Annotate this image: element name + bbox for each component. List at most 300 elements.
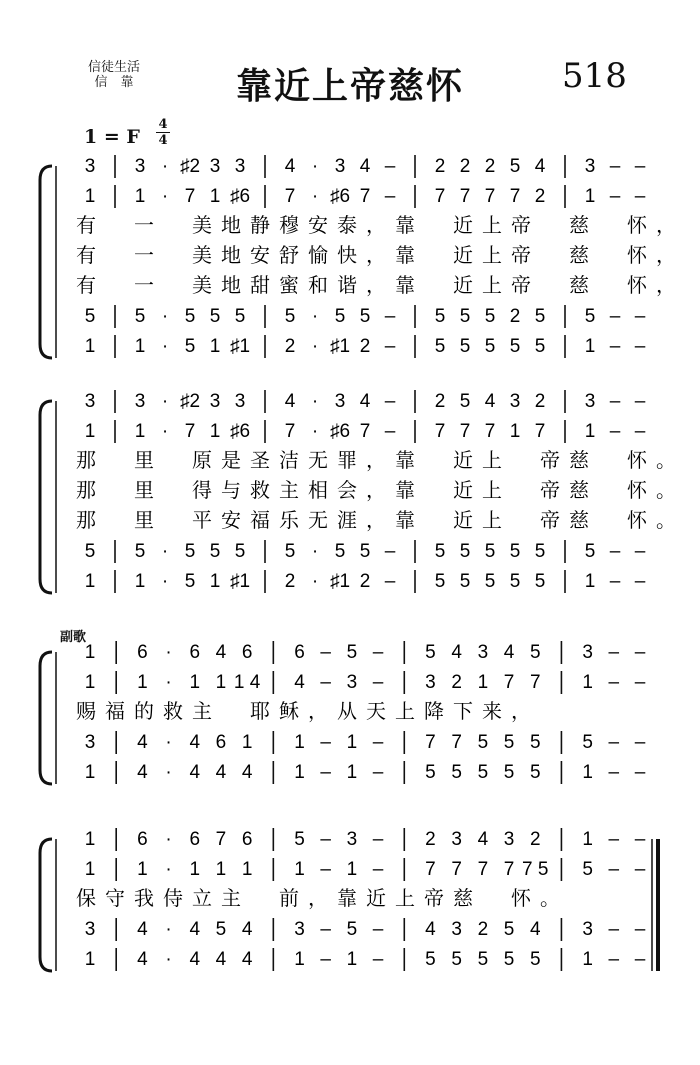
tenor-note: ·: [311, 541, 319, 562]
alto-note: 7: [509, 186, 521, 207]
bass-note: 5: [425, 762, 436, 783]
soprano-note: 5: [459, 391, 471, 412]
alto-note: 1: [84, 672, 96, 693]
tenor-note: 4: [137, 919, 148, 940]
alto-note: 7: [503, 859, 515, 880]
alto-note: 7: [359, 186, 371, 207]
alto-note: 7: [534, 421, 546, 442]
soprano-note: 3: [234, 391, 246, 412]
alto-note: ♯6: [329, 186, 351, 207]
bass-note: 1: [209, 571, 221, 592]
soprano-note: 6: [189, 642, 201, 663]
alto-note: –: [372, 859, 384, 880]
alto-note: ·: [161, 421, 169, 442]
tenor-note: 3: [294, 919, 305, 940]
tenor-note: 5: [84, 541, 96, 562]
tenor-note: 5: [234, 306, 246, 327]
tenor-note: –: [609, 541, 621, 562]
soprano-note: 3: [584, 156, 596, 177]
soprano-note: 4: [477, 829, 489, 850]
alto-note: 1: [241, 859, 253, 880]
soprano-note: –: [634, 156, 646, 177]
bass-note: –: [609, 571, 621, 592]
tenor-note: 4: [425, 919, 436, 940]
bass-note: 4: [189, 949, 201, 970]
soprano-note: ·: [165, 642, 172, 663]
alto-note: 1: [84, 186, 96, 207]
bass-note: 5: [434, 336, 446, 357]
soprano-note: –: [372, 642, 384, 663]
bass-note: –: [384, 571, 396, 592]
alto-note: 1: [189, 859, 201, 880]
tenor-note: 7: [451, 732, 462, 753]
soprano-note: –: [384, 391, 396, 412]
alto-note: 7: [459, 186, 471, 207]
alto-note: 1: [134, 186, 146, 207]
alto-note: 7: [359, 421, 371, 442]
bass-note: ♯1: [329, 571, 351, 592]
alto-note: 1: [346, 859, 358, 880]
alto-note: 7: [425, 859, 436, 880]
hymn-title: 靠近上帝慈怀: [236, 66, 465, 107]
bass-note: 1: [134, 336, 146, 357]
alto-note: 7: [503, 672, 515, 693]
bass-note: 5: [451, 949, 462, 970]
tenor-note: ·: [161, 541, 169, 562]
soprano-note: –: [634, 642, 646, 663]
tenor-note: –: [384, 541, 396, 562]
tenor-note: 3: [84, 919, 96, 940]
bass-note: –: [634, 762, 646, 783]
soprano-note: 3: [134, 391, 146, 412]
lyric-line: 那 里 平安福乐无涯，靠 近上 帝慈 怀。: [76, 508, 685, 532]
bass-note: –: [384, 336, 396, 357]
alto-note: –: [384, 421, 396, 442]
alto-note: 1: [189, 672, 201, 693]
bass-note: 1: [582, 949, 593, 970]
tenor-note: –: [384, 306, 396, 327]
soprano-note: –: [634, 829, 646, 850]
bass-note: 4: [215, 949, 227, 970]
tenor-note: 5: [484, 541, 496, 562]
bass-note: 1: [84, 949, 96, 970]
tenor-note: 5: [509, 541, 521, 562]
soprano-note: 2: [434, 391, 446, 412]
bass-note: 5: [184, 571, 196, 592]
alto-note: ♯6: [229, 186, 251, 207]
tenor-note: 5: [503, 919, 515, 940]
soprano-note: 3: [134, 156, 146, 177]
tenor-note: 5: [184, 541, 196, 562]
tenor-note: –: [634, 541, 646, 562]
soprano-note: ♯2: [179, 391, 201, 412]
soprano-note: 4: [215, 642, 227, 663]
soprano-note: –: [384, 156, 396, 177]
soprano-note: 3: [234, 156, 246, 177]
alto-note: 7: [284, 421, 296, 442]
soprano-note: 7: [215, 829, 227, 850]
bass-note: ·: [311, 571, 319, 592]
alto-note: ·: [165, 859, 172, 880]
bass-note: 5: [509, 336, 521, 357]
bass-note: 1: [209, 336, 221, 357]
bass-note: 1: [84, 571, 96, 592]
lyric-line: 那 里 原是圣洁无罪，靠 近上 帝慈 怀。: [76, 448, 685, 472]
bass-note: –: [634, 336, 646, 357]
bass-note: 1: [84, 336, 96, 357]
tenor-note: –: [634, 732, 646, 753]
alto-note: –: [634, 186, 646, 207]
tenor-note: 5: [134, 306, 146, 327]
bass-note: 5: [434, 571, 446, 592]
bass-note: 1: [134, 571, 146, 592]
soprano-note: ·: [165, 829, 172, 850]
alto-note: 1: [134, 421, 146, 442]
soprano-note: 1: [582, 829, 593, 850]
alto-note: 1: [137, 672, 148, 693]
system-bracket: [40, 839, 52, 971]
alto-note: ·: [161, 186, 169, 207]
soprano-note: 5: [346, 642, 358, 663]
tenor-note: 5: [184, 306, 196, 327]
alto-note: 1: [215, 672, 227, 693]
soprano-note: 3: [582, 642, 593, 663]
bass-note: 2: [359, 571, 371, 592]
tenor-note: 5: [284, 541, 296, 562]
alto-note: –: [320, 672, 332, 693]
bass-note: –: [320, 762, 332, 783]
alto-note: 7: [484, 421, 496, 442]
tenor-note: –: [320, 919, 332, 940]
tenor-note: –: [608, 919, 620, 940]
soprano-note: 6: [137, 642, 148, 663]
alto-note: 2: [534, 186, 546, 207]
tenor-note: –: [634, 919, 646, 940]
tenor-note: 4: [137, 732, 148, 753]
soprano-note: 3: [509, 391, 521, 412]
tenor-note: 3: [84, 732, 96, 753]
alto-note: 1: [584, 186, 596, 207]
soprano-note: 5: [529, 642, 541, 663]
lyric-line: 有 一 美地静穆安泰，靠 近上帝 慈 怀，: [76, 213, 685, 237]
bass-note: ♯1: [329, 336, 351, 357]
tenor-note: 1: [241, 732, 253, 753]
alto-note: 1: [215, 859, 227, 880]
soprano-note: –: [320, 829, 332, 850]
soprano-note: 4: [359, 391, 371, 412]
category-line-1: 信徒生活: [87, 60, 140, 75]
bass-note: 4: [137, 762, 148, 783]
alto-note: 5: [582, 859, 593, 880]
soprano-note: ♯2: [179, 156, 201, 177]
category-line-2: 信 靠: [94, 75, 134, 90]
tenor-note: ·: [165, 732, 172, 753]
lyric-line: 有 一 美地安舒愉快，靠 近上帝 慈 怀，: [76, 243, 685, 267]
system-bracket: [40, 652, 52, 784]
alto-note: ♯6: [229, 421, 251, 442]
soprano-note: 2: [459, 156, 471, 177]
alto-note: 7: [529, 672, 541, 693]
tenor-note: 5: [346, 919, 358, 940]
bass-note: 5: [529, 762, 541, 783]
bass-note: 5: [529, 949, 541, 970]
bass-note: ♯1: [229, 336, 251, 357]
soprano-note: –: [608, 642, 620, 663]
bass-note: 1: [584, 336, 596, 357]
soprano-note: 4: [284, 391, 296, 412]
alto-note: 1: [477, 672, 489, 693]
alto-note: 1: [84, 859, 96, 880]
bass-note: 5: [534, 336, 546, 357]
bass-note: 1: [346, 949, 358, 970]
soprano-note: 4: [503, 642, 515, 663]
bass-note: 5: [509, 571, 521, 592]
tenor-note: 5: [209, 306, 221, 327]
alto-note: –: [609, 421, 621, 442]
tenor-note: 5: [334, 541, 346, 562]
system-bracket: [40, 166, 52, 358]
bass-note: 4: [215, 762, 227, 783]
tenor-note: –: [320, 732, 332, 753]
tenor-note: ·: [165, 919, 172, 940]
bass-note: 5: [451, 762, 462, 783]
soprano-note: 3: [346, 829, 358, 850]
tenor-note: 1: [294, 732, 305, 753]
bass-note: –: [320, 949, 332, 970]
soprano-note: 3: [84, 156, 96, 177]
soprano-note: 4: [359, 156, 371, 177]
soprano-note: 3: [584, 391, 596, 412]
alto-note: 4: [294, 672, 305, 693]
soprano-note: 6: [294, 642, 305, 663]
alto-note: –: [608, 859, 620, 880]
soprano-note: ·: [311, 391, 319, 412]
soprano-note: 2: [529, 829, 541, 850]
time-top: 4: [158, 117, 168, 132]
key-signature: 1 = F: [84, 126, 140, 148]
soprano-note: –: [609, 391, 621, 412]
soprano-note: 3: [209, 156, 221, 177]
soprano-note: –: [634, 391, 646, 412]
bass-note: 5: [459, 571, 471, 592]
tenor-note: 4: [529, 919, 541, 940]
bass-note: 1: [294, 762, 305, 783]
bass-note: 5: [477, 762, 489, 783]
soprano-note: –: [320, 642, 332, 663]
bass-note: 4: [189, 762, 201, 783]
alto-note: 1: [584, 421, 596, 442]
tenor-note: 6: [215, 732, 227, 753]
alto-note: 1: [294, 859, 305, 880]
tenor-note: 7: [425, 732, 436, 753]
bass-note: 5: [484, 336, 496, 357]
soprano-note: 4: [534, 156, 546, 177]
alto-note: –: [609, 186, 621, 207]
alto-note: ·: [165, 672, 172, 693]
lyric-line: 赐福的救主 耶稣，从天上降下来，: [76, 699, 540, 723]
tenor-note: 5: [434, 541, 446, 562]
bass-note: ·: [161, 571, 169, 592]
bass-note: 1: [584, 571, 596, 592]
bass-note: 4: [137, 949, 148, 970]
bass-note: 5: [534, 571, 546, 592]
soprano-note: 1: [84, 829, 96, 850]
tenor-note: 5: [359, 306, 371, 327]
lyric-line: 保守我侍立主 前，靠近上帝慈 怀。: [76, 886, 569, 910]
alto-note: 1: [84, 421, 96, 442]
bass-note: 1: [582, 762, 593, 783]
alto-note: 1 4: [233, 672, 261, 693]
soprano-note: 4: [284, 156, 296, 177]
alto-note: –: [634, 859, 646, 880]
alto-note: –: [634, 672, 646, 693]
alto-note: –: [320, 859, 332, 880]
tenor-note: 5: [84, 306, 96, 327]
bass-note: –: [608, 762, 620, 783]
bass-note: –: [372, 762, 384, 783]
soprano-note: 4: [451, 642, 462, 663]
tenor-note: 5: [134, 541, 146, 562]
soprano-note: ·: [161, 156, 169, 177]
alto-note: 7: [484, 186, 496, 207]
alto-note: 7: [184, 421, 196, 442]
bass-note: –: [634, 949, 646, 970]
alto-note: 7: [451, 859, 462, 880]
alto-note: 3: [425, 672, 436, 693]
tenor-note: 4: [241, 919, 253, 940]
tenor-note: 5: [215, 919, 227, 940]
soprano-note: 3: [209, 391, 221, 412]
bass-note: 5: [425, 949, 436, 970]
soprano-note: 3: [477, 642, 489, 663]
bass-note: 1: [346, 762, 358, 783]
bass-note: 5: [459, 336, 471, 357]
bass-note: 5: [503, 949, 515, 970]
bass-note: ·: [165, 949, 172, 970]
soprano-note: 6: [241, 642, 253, 663]
tenor-note: ·: [311, 306, 319, 327]
tenor-note: 5: [209, 541, 221, 562]
tenor-note: –: [372, 919, 384, 940]
alto-note: ♯6: [329, 421, 351, 442]
tenor-note: 5: [503, 732, 515, 753]
tenor-note: 5: [434, 306, 446, 327]
bass-note: 5: [477, 949, 489, 970]
alto-note: 1: [582, 672, 593, 693]
tenor-note: 5: [359, 541, 371, 562]
bass-note: 4: [241, 949, 253, 970]
bass-note: 5: [484, 571, 496, 592]
bass-note: 5: [184, 336, 196, 357]
lyric-line: 那 里 得与救主相会，靠 近上 帝慈 怀。: [76, 478, 685, 502]
bass-note: 2: [359, 336, 371, 357]
bass-note: ·: [161, 336, 169, 357]
tenor-note: 5: [459, 306, 471, 327]
alto-note: 2: [451, 672, 462, 693]
alto-note: 1: [137, 859, 148, 880]
alto-note: 1: [209, 421, 221, 442]
soprano-note: 6: [137, 829, 148, 850]
tenor-note: 5: [284, 306, 296, 327]
tenor-note: –: [372, 732, 384, 753]
bass-note: 4: [241, 762, 253, 783]
alto-note: 1: [509, 421, 521, 442]
bass-note: –: [372, 949, 384, 970]
bass-note: ♯1: [229, 571, 251, 592]
tenor-note: –: [609, 306, 621, 327]
tenor-note: 5: [582, 732, 593, 753]
soprano-note: 3: [334, 156, 346, 177]
tenor-note: 5: [534, 541, 546, 562]
alto-note: ·: [311, 186, 319, 207]
bass-note: 1: [84, 762, 96, 783]
alto-note: –: [634, 421, 646, 442]
tenor-note: –: [634, 306, 646, 327]
soprano-note: 2: [425, 829, 436, 850]
tenor-note: 4: [189, 919, 201, 940]
tenor-note: 5: [484, 306, 496, 327]
tenor-note: 3: [451, 919, 462, 940]
tenor-note: 3: [582, 919, 593, 940]
tenor-note: 1: [346, 732, 358, 753]
bass-note: –: [609, 336, 621, 357]
soprano-note: –: [608, 829, 620, 850]
tenor-note: 4: [189, 732, 201, 753]
tenor-note: 5: [584, 541, 596, 562]
bass-note: 5: [503, 762, 515, 783]
soprano-note: ·: [161, 391, 169, 412]
tenor-note: 5: [529, 732, 541, 753]
bass-note: ·: [311, 336, 319, 357]
soprano-note: 2: [534, 391, 546, 412]
soprano-note: –: [609, 156, 621, 177]
alto-note: 7: [477, 859, 489, 880]
soprano-note: ·: [311, 156, 319, 177]
tenor-note: 5: [584, 306, 596, 327]
tenor-note: –: [608, 732, 620, 753]
soprano-note: 3: [451, 829, 462, 850]
alto-note: 7: [434, 186, 446, 207]
bass-note: ·: [165, 762, 172, 783]
soprano-note: –: [372, 829, 384, 850]
tenor-note: 5: [459, 541, 471, 562]
lyric-line: 有 一 美地甜蜜和谐，靠 近上帝 慈 怀，: [76, 273, 685, 297]
alto-note: 7: [459, 421, 471, 442]
system-bracket: [40, 401, 52, 593]
tenor-note: 5: [334, 306, 346, 327]
soprano-note: 5: [294, 829, 305, 850]
bass-note: 2: [284, 571, 296, 592]
soprano-note: 2: [484, 156, 496, 177]
alto-note: 7 5: [522, 859, 549, 880]
alto-note: 7: [434, 421, 446, 442]
hymn-number: 518: [562, 56, 627, 96]
alto-note: –: [384, 186, 396, 207]
alto-note: 1: [209, 186, 221, 207]
tenor-note: 5: [534, 306, 546, 327]
soprano-note: 3: [84, 391, 96, 412]
tenor-note: 2: [477, 919, 489, 940]
bass-note: 1: [294, 949, 305, 970]
chorus-label: 副歌: [60, 630, 87, 645]
soprano-note: 6: [241, 829, 253, 850]
tenor-note: 5: [234, 541, 246, 562]
bass-note: –: [634, 571, 646, 592]
alto-note: ·: [311, 421, 319, 442]
alto-note: –: [608, 672, 620, 693]
tenor-note: 2: [509, 306, 521, 327]
soprano-note: 4: [484, 391, 496, 412]
